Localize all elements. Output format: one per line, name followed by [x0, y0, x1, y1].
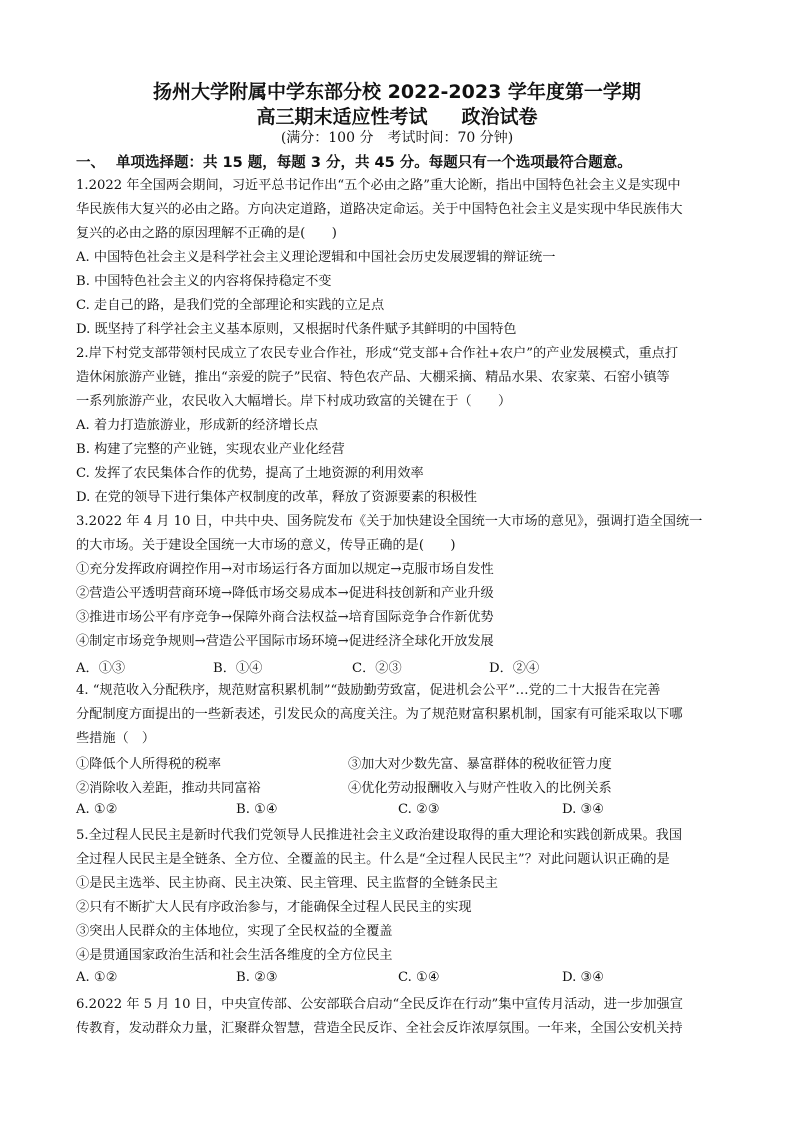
q1-stem-line: 1.2022 年全国两会期间，习近平总书记作出“五个必由之路”重大论断，指出中国特色社会主义是实现中: [76, 178, 681, 193]
q4-choices: [76, 802, 718, 822]
q2-option-c: C. 发挥了农民集体合作的优势，提高了土地资源的利用效率: [76, 466, 424, 481]
q2-stem-line: 一系列旅游产业，农民收入大幅增长。岸下村成功致富的关键在于（ ）: [76, 394, 512, 409]
q3-stem-line: 的大市场。关于建设全国统一大市场的意义，传导正确的是( ): [76, 538, 456, 553]
q3-choices: [76, 657, 718, 677]
q2-stem-line: 造休闲旅游产业链，推出“亲爱的院子”民宿、特色农产品、大棚采摘、精品水果、农家菜、石窑小镇等: [76, 370, 670, 385]
q5-choice-d: D. ③④: [562, 970, 605, 985]
section-text: 单项选择题：共 15 题，每题 3 分，共 45 分。每题只有一个选项最符合题意。: [116, 155, 632, 171]
q5-choice-a: A. ①②: [76, 970, 118, 985]
q3-item-3: ③推进市场公平有序竞争→保障外商合法权益→培育国际竞争合作新优势: [76, 610, 494, 625]
q4-item-2: ②消除收入差距，推动共同富裕: [76, 781, 261, 796]
q4-items-row: [76, 753, 718, 773]
q5-item-1: ①是民主选举、民主协商、民主决策、民主管理、民主监督的全链条民主: [76, 876, 498, 891]
section-heading: [76, 151, 632, 172]
q5-stem-line: 5.全过程人民民主是新时代我们党领导人民推进社会主义政治建设取得的重大理论和实践创新成果。我国: [76, 828, 683, 843]
q4-item-4: ④优化劳动报酬收入与财产性收入的比例关系: [348, 781, 612, 796]
q5-item-3: ③突出人民群众的主体地位，实现了全民权益的全覆盖: [76, 924, 393, 939]
q5-choice-b: B. ②③: [236, 970, 278, 985]
q4-choice-c: C. ②③: [398, 802, 440, 817]
q3-choice-b: B．①④: [213, 661, 263, 676]
q4-item-1: ①降低个人所得税的税率: [76, 757, 222, 772]
exam-info: [0, 127, 794, 147]
q6-stem-line: 6.2022 年 5 月 10 日，中央宣传部、公安部联合启动“全民反诈在行动”集中宣传月活动，进一步加强宣: [76, 997, 683, 1012]
q4-items-row: [76, 777, 718, 797]
q2-option-a: A. 着力打造旅游业，形成新的经济增长点: [76, 418, 319, 433]
q2-option-b: B. 构建了完整的产业链，实现农业产业化经营: [76, 442, 345, 457]
q5-choice-c: C. ①④: [398, 970, 440, 985]
q4-stem-line: 些措施（ ）: [76, 731, 156, 746]
q5-item-4: ④是贯通国家政治生活和社会生活各维度的全方位民主: [76, 948, 393, 963]
q3-choice-d: D．②④: [489, 661, 540, 676]
q3-item-4: ④制定市场竞争规则→营造公平国际市场环境→促进经济全球化开放发展: [76, 634, 494, 649]
q3-stem-line: 3.2022 年 4 月 10 日，中共中央、国务院发布《关于加快建设全国统一大市场的意见》，强调打造全国统一: [76, 514, 703, 529]
q1-stem-line: 复兴的必由之路的原因理解不正确的是( ): [76, 226, 337, 241]
q1-option-d: D. 既坚持了科学社会主义基本原则，又根据时代条件赋予其鲜明的中国特色: [76, 322, 517, 337]
q3-choice-a: A．①③: [76, 661, 126, 676]
q4-stem-line: 分配制度方面提出的一些新表述，引发民众的高度关注。为了规范财富积累机制，国家有可能采取以下哪: [76, 707, 683, 722]
q5-item-2: ②只有不断扩大人民有序政治参与，才能确保全过程人民民主的实现: [76, 900, 472, 915]
q4-item-3: ③加大对少数先富、暴富群体的税收征管力度: [348, 757, 612, 772]
q5-stem-line: 全过程人民民主是全链条、全方位、全覆盖的民主。什么是“全过程人民民主”？对此问题认识正确的是: [76, 852, 670, 867]
q4-stem-line: 4. “规范收入分配秩序，规范财富积累机制”“鼓励勤劳致富，促进机会公平”…党的二十大报告在完善: [76, 683, 661, 698]
q2-stem-line: 2.岸下村党支部带领村民成立了农民专业合作社，形成“党支部+合作社+农户”的产业发展模式，重点打: [76, 346, 679, 361]
q4-choice-b: B. ①④: [236, 802, 278, 817]
q1-option-c: C. 走自己的路，是我们党的全部理论和实践的立足点: [76, 298, 385, 313]
q1-stem-line: 华民族伟大复兴的必由之路。方向决定道路，道路决定命运。关于中国特色社会主义是实现中华民族伟大: [76, 202, 683, 217]
exam-title-line2: [0, 102, 794, 129]
full-score: (满分：100 分: [280, 130, 374, 146]
exam-time: 考试时间：70 分钟): [387, 130, 514, 146]
section-number: 一、: [76, 155, 105, 171]
subject-name: 政治试卷: [461, 106, 538, 128]
q3-choice-c: C．②③: [352, 661, 402, 676]
q3-item-1: ①充分发挥政府调控作用→对市场运行各方面加以规定→克服市场自发性: [76, 562, 494, 577]
exam-title-line1: 扬州大学附属中学东部分校 2022-2023 学年度第一学期: [153, 81, 641, 103]
q4-choice-d: D. ③④: [562, 802, 605, 817]
q5-choices: [76, 970, 718, 990]
q4-choice-a: A. ①②: [76, 802, 118, 817]
q2-option-d: D. 在党的领导下进行集体产权制度的改革，释放了资源要素的积极性: [76, 490, 477, 505]
q1-option-a: A. 中国特色社会主义是科学社会主义理论逻辑和中国社会历史发展逻辑的辩证统一: [76, 250, 556, 265]
q3-item-2: ②营造公平透明营商环境→降低市场交易成本→促进科技创新和产业升级: [76, 586, 494, 601]
q6-stem-line: 传教育，发动群众力量，汇聚群众智慧，营造全民反诈、全社会反诈浓厚氛围。一年来，全国公安机关持: [76, 1021, 683, 1036]
q1-option-b: B. 中国特色社会主义的内容将保持稳定不变: [76, 274, 332, 289]
exam-name: 高三期末适应性考试: [256, 106, 428, 128]
